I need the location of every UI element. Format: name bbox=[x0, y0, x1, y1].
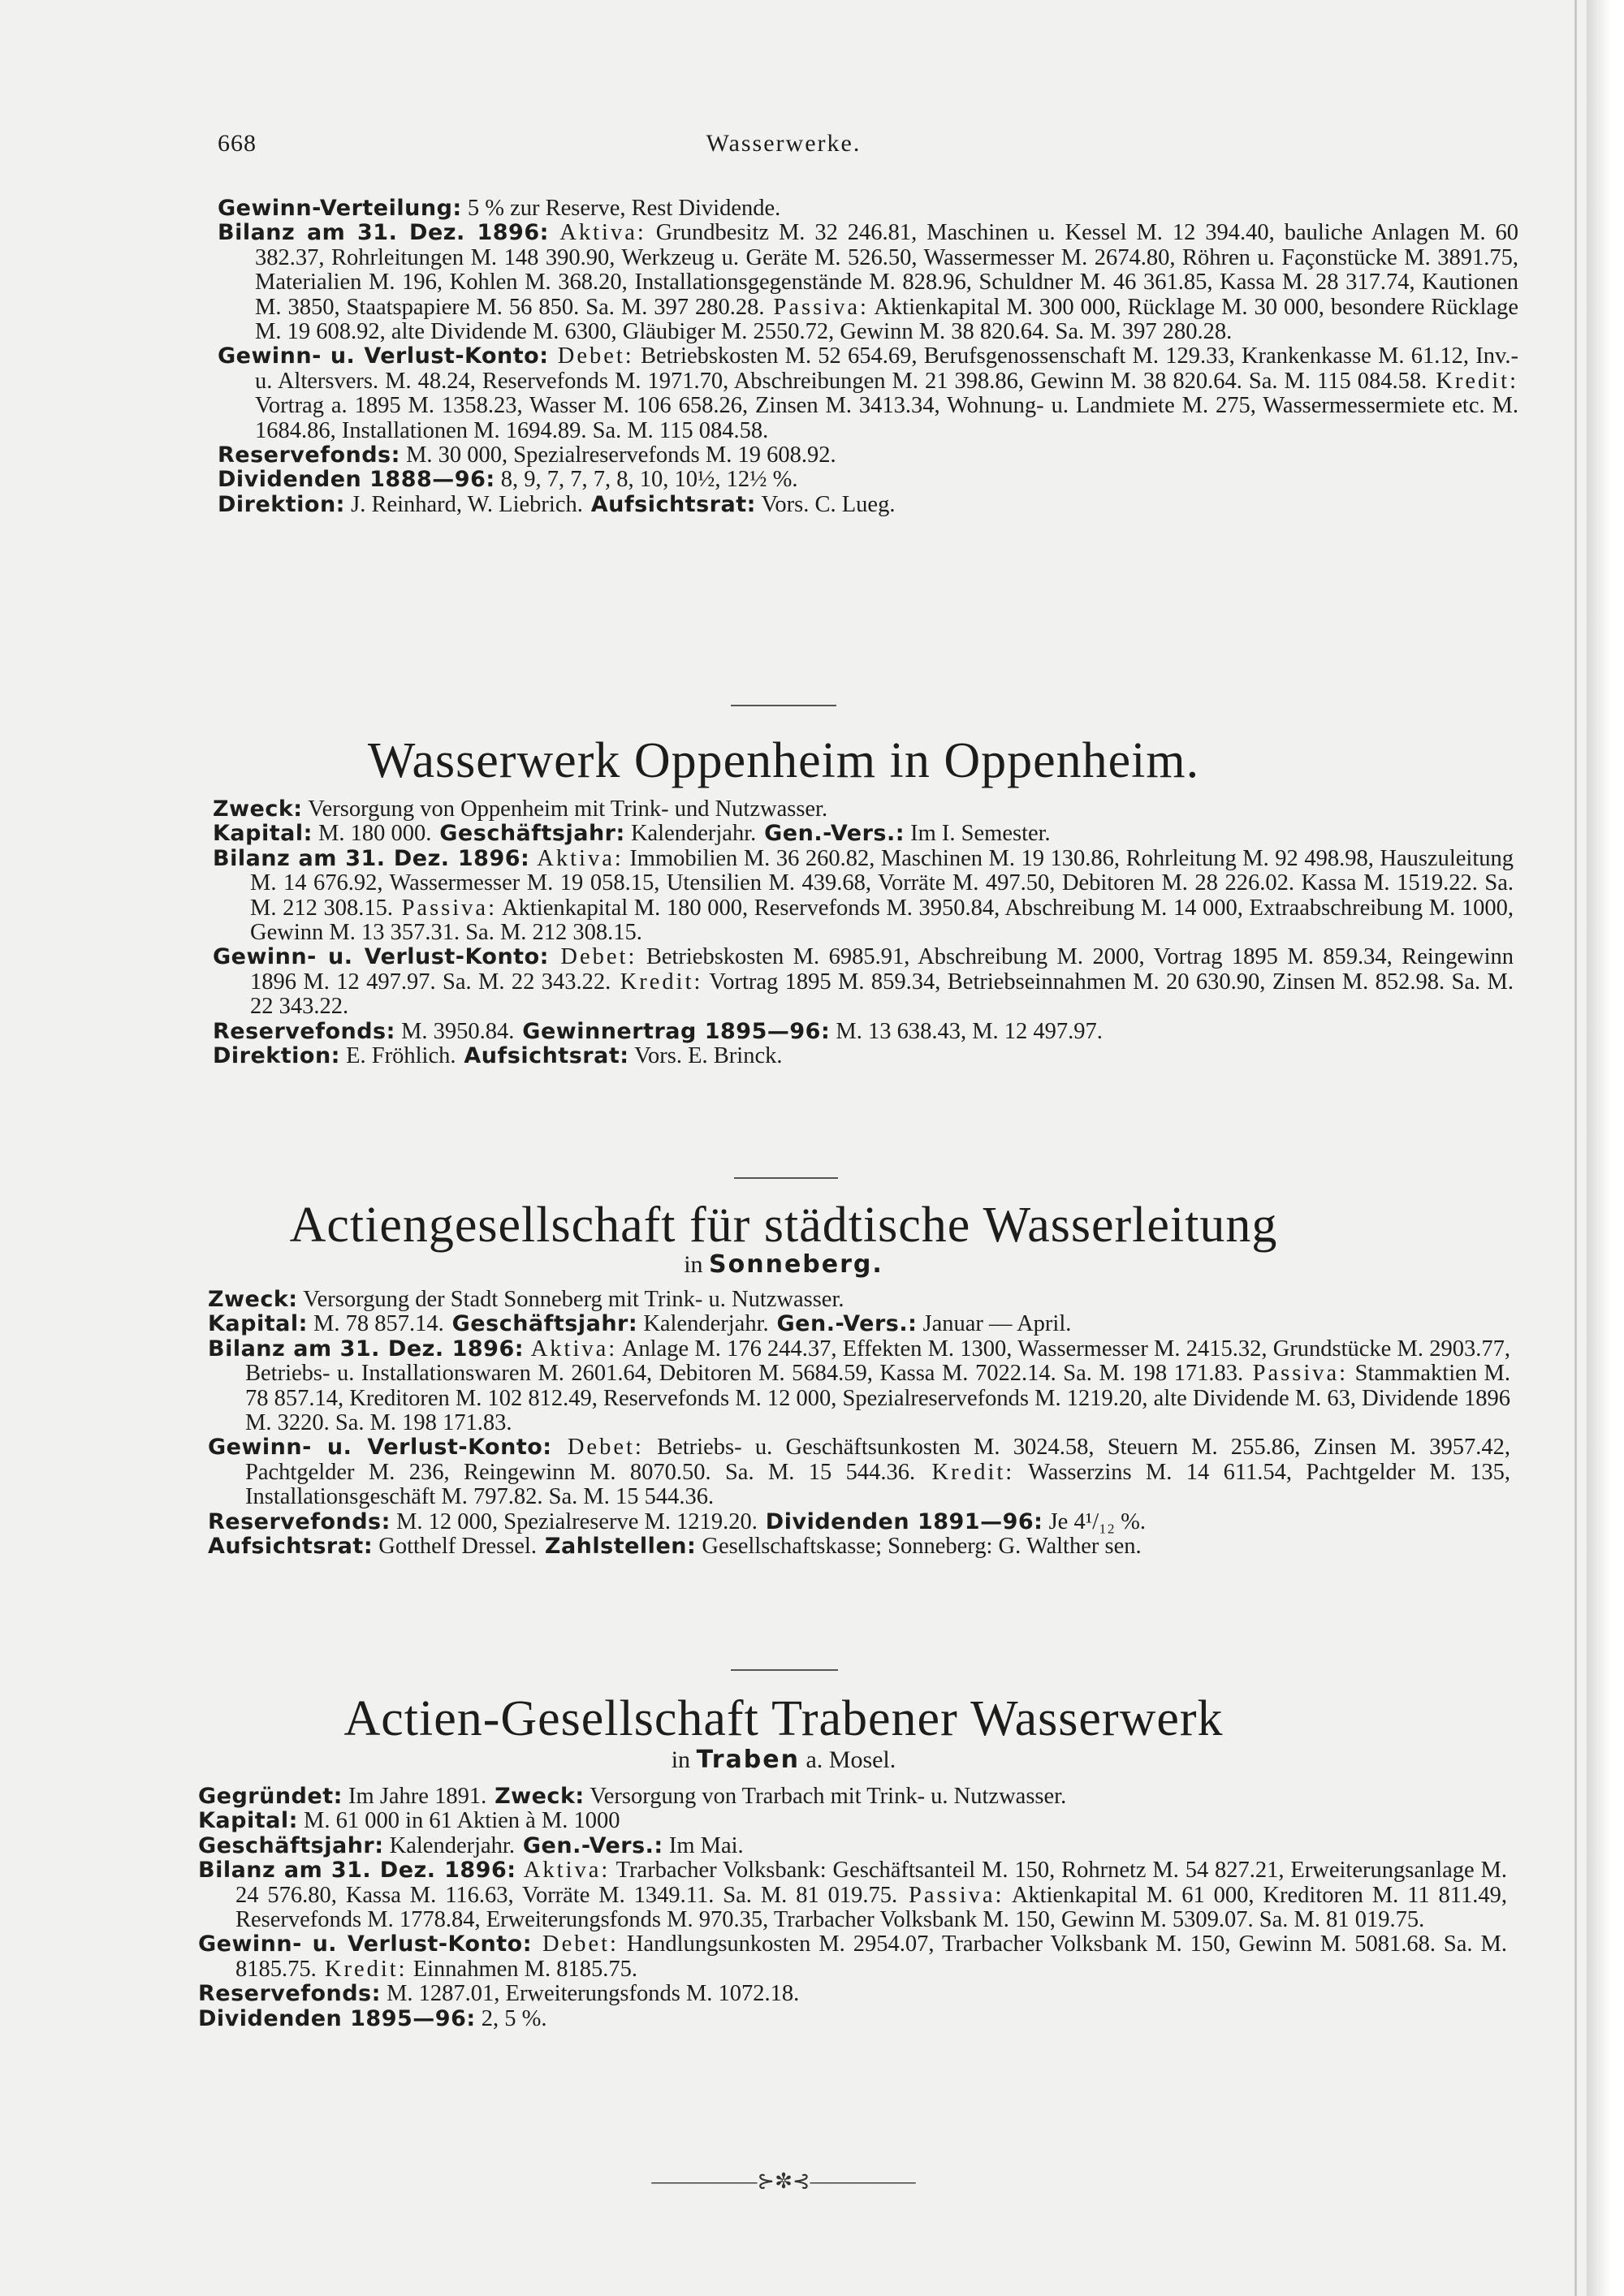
entry-direktion: Direktion: E. Fröhlich. Aufsichtsrat: Vors. E. Brinck. bbox=[213, 1043, 783, 1069]
entry-gewinn-verlust: Gewinn- u. Verlust-Konto: Debet: Betriebskosten M. 52 654.69, Berufsgenossenschaft M. 129.33, Krankenkasse M. 61.12, Inv.- u. Altersvers. M. 48.24, Reservefonds M. 1971.70, Abschreibungen M. 21 398.86, Gewinn M. 38 820.64. Sa. M. 115 084.58. Kredit: Vortrag a. 1895 M. 1358.23, Wasser M. 106 658.26, Zinsen M. 3413.34, Wohnung- u. Landmiete M. 275, Wassermessermiete etc. M. 1684.86, Installationen M. 1694.89. Sa. M. 115 084.58. bbox=[218, 343, 1519, 443]
company-entry-sonneberg bbox=[208, 1288, 1510, 1559]
section-divider bbox=[731, 1669, 838, 1671]
entry-bilanz: Bilanz am 31. Dez. 1896: Aktiva: Trarbacher Volksbank: Geschäftsanteil M. 150, Rohrnetz M. 54 827.21, Erweiterungsanlage M. 24 576.80, Kassa M. 116.63, Vorräte M. 1349.11. Sa. M. 81 019.75. Passiva: Aktienkapital M. 61 000, Kreditoren M. 11 811.49, Reservefonds M. 1778.84, Erweiterungsfonds M. 970.35, Trarbacher Volksbank M. 150, Gewinn M. 5309.07. Sa. M. 81 019.75. bbox=[198, 1858, 1507, 1933]
section-divider bbox=[731, 705, 836, 706]
entry-gewinn-verlust: Gewinn- u. Verlust-Konto: Debet: Handlungsunkosten M. 2954.07, Trarbacher Volksbank M. 150, Gewinn M. 5081.68. Sa. M. 8185.75. Kredit: Einnahmen M. 8185.75. bbox=[198, 1931, 1508, 1982]
paper-edge bbox=[1587, 0, 1624, 2296]
entry-reservefonds: Reservefonds: M. 1287.01, Erweiterungsfonds M. 1072.18. bbox=[198, 1981, 800, 2007]
company-entry-oppenheim bbox=[213, 797, 1514, 1068]
entry-kapital: Kapital: M. 61 000 in 61 Aktien à M. 1000 bbox=[198, 1808, 620, 1834]
company-location: in Traben a. Mosel. bbox=[671, 1746, 896, 1774]
entry-zweck: Zweck: Versorgung der Stadt Sonneberg mit Trink- u. Nutzwasser. bbox=[208, 1287, 844, 1312]
company-title: Actiengesellschaft für städtische Wasserleitung bbox=[289, 1198, 1278, 1253]
entry-reservefonds: Reservefonds: M. 3950.84. Gewinnertrag 1895—96: M. 13 638.43, M. 12 497.97. bbox=[213, 1018, 1103, 1044]
running-title: Wasserwerke. bbox=[706, 130, 862, 157]
entry-dividenden: Dividenden 1895—96: 2, 5 %. bbox=[198, 2005, 547, 2031]
entry-aufsichtsrat: Aufsichtsrat: Gotthelf Dressel. Zahlstellen: Gesellschaftskasse; Sonneberg: G. Walther sen. bbox=[208, 1534, 1142, 1560]
section-continuation bbox=[218, 196, 1518, 517]
end-ornament: —————⊱✼⊰————— bbox=[651, 2169, 916, 2193]
page-number: 668 bbox=[218, 130, 257, 157]
entry-kapital: Kapital: M. 78 857.14. Geschäftsjahr: Kalenderjahr. Gen.-Vers.: Januar — April. bbox=[208, 1311, 1072, 1337]
entry-zweck: Zweck: Versorgung von Oppenheim mit Trink- und Nutzwasser. bbox=[213, 796, 828, 822]
scan-edge-line bbox=[1574, 0, 1577, 2296]
company-location: in Sonneberg. bbox=[684, 1250, 883, 1279]
company-title: Actien-Gesellschaft Trabener Wasserwerk bbox=[343, 1691, 1224, 1746]
entry-direktion: Direktion: J. Reinhard, W. Liebrich. Aufsichtsrat: Vors. C. Lueg. bbox=[218, 491, 896, 517]
entry-bilanz: Bilanz am 31. Dez. 1896: Aktiva: Immobilien M. 36 260.82, Maschinen M. 19 130.86, Rohrleitung M. 92 498.98, Hauszuleitung M. 14 676.92, Wassermesser M. 19 058.15, Utensilien M. 439.68, Vorräte M. 497.50, Debitoren M. 28 226.02. Kassa M. 1519.22. Sa. M. 212 308.15. Passiva: Aktienkapital M. 180 000, Reservefonds M. 3950.84, Abschreibung M. 14 000, Extraabschreibung M. 1000, Gewinn M. 13 357.31. Sa. M. 212 308.15. bbox=[213, 845, 1514, 946]
entry-reservefonds: Reservefonds: M. 30 000, Spezialreservefonds M. 19 608.92. bbox=[218, 442, 836, 468]
entry-gewinn-verlust: Gewinn- u. Verlust-Konto: Debet: Betriebs- u. Geschäftsunkosten M. 3024.58, Steuern M. 255.86, Zinsen M. 3957.42, Pachtgelder M. 236, Reingewinn M. 8070.50. Sa. M. 15 544.36. Kredit: Wasserzins M. 14 611.54, Pachtgelder M. 135, Installationsgeschäft M. 797.82. Sa. M. 15 544.36. bbox=[208, 1435, 1511, 1510]
entry-gewinn-verteilung: Gewinn-Verteilung: 5 % zur Reserve, Rest Dividende. bbox=[218, 196, 781, 221]
entry-kapital: Kapital: M. 180 000. Geschäftsjahr: Kalenderjahr. Gen.-Vers.: Im I. Semester. bbox=[213, 821, 1051, 847]
company-entry-traben bbox=[198, 1785, 1507, 2031]
entry-bilanz: Bilanz am 31. Dez. 1896: Aktiva: Anlage M. 176 244.37, Effekten M. 1300, Wassermesser M. 2415.32, Grundstücke M. 2903.77, Betriebs- u. Installationswaren M. 2601.64, Debitoren M. 5684.59, Kassa M. 7022.14. Sa. M. 198 171.83. Passiva: Stammaktien M. 78 857.14, Kreditoren M. 102 812.49, Reservefonds M. 12 000, Spezialreservefonds M. 1219.20, alte Dividende M. 63, Dividende 1896 M. 3220. Sa. M. 198 171.83. bbox=[208, 1336, 1510, 1436]
entry-gewinn-verlust: Gewinn- u. Verlust-Konto: Debet: Betriebskosten M. 6985.91, Abschreibung M. 2000, Vortrag 1895 M. 859.34, Reingewinn 1896 M. 12 497.97. Sa. M. 22 343.22. Kredit: Vortrag 1895 M. 859.34, Betriebseinnahmen M. 20 630.90, Zinsen M. 852.98. Sa. M. 22 343.22. bbox=[213, 944, 1514, 1020]
entry-geschaeftsjahr: Geschäftsjahr: Kalenderjahr. Gen.-Vers.: Im Mai. bbox=[198, 1832, 744, 1858]
entry-gegruendet: Gegründet: Im Jahre 1891. Zweck: Versorgung von Trarbach mit Trink- u. Nutzwasser. bbox=[198, 1784, 1067, 1809]
section-divider bbox=[734, 1177, 838, 1179]
entry-bilanz: Bilanz am 31. Dez. 1896: Aktiva: Grundbesitz M. 32 246.81, Maschinen u. Kessel M. 12 394.40, bauliche Anlagen M. 60 382.37, Rohrleitungen M. 148 390.90, Werkzeug u. Geräte M. 526.50, Wassermesser M. 2674.80, Röhren u. Façonstücke M. 3891.75, Materialien M. 196, Kohlen M. 368.20, Installationsgegenstände M. 828.96, Schuldner M. 46 361.85, Kassa M. 28 317.74, Kautionen M. 3850, Staatspapiere M. 56 850. Sa. M. 397 280.28. Passiva: Aktienkapital M. 300 000, Rücklage M. 30 000, besondere Rücklage M. 19 608.92, alte Dividende M. 6300, Gläubiger M. 2550.72, Gewinn M. 38 820.64. Sa. M. 397 280.28. bbox=[218, 220, 1518, 345]
entry-reservefonds: Reservefonds: M. 12 000, Spezialreserve M. 1219.20. Dividenden 1891—96: Je 4¹/₁₂ %. bbox=[208, 1508, 1147, 1534]
entry-dividenden: Dividenden 1888—96: 8, 9, 7, 7, 7, 8, 10, 10½, 12½ %. bbox=[218, 467, 798, 493]
company-title: Wasserwerk Oppenheim in Oppenheim. bbox=[367, 733, 1200, 788]
